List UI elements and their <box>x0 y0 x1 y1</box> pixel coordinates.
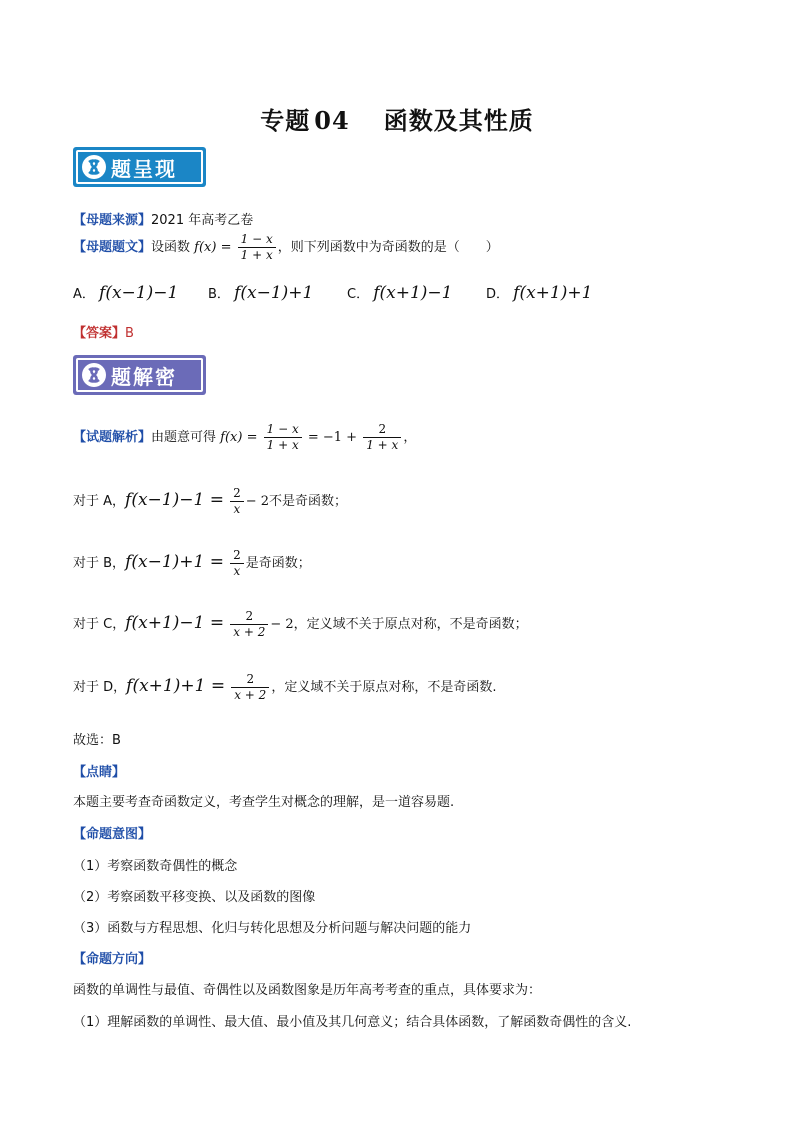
question-line <box>73 232 499 263</box>
direction-label: 【命题方向】 <box>73 952 152 967</box>
case-d: 对于 D，f(x+1)+1 = $\frac{2}{x + 2}$ ，定义域不关于原点对称，不是奇函数. <box>73 672 497 702</box>
knot-icon <box>81 154 107 180</box>
answer-line <box>73 322 134 341</box>
case-a: 对于 A，f(x−1)−1 = $\frac{2}{x}$ − 2不是奇函数； <box>73 486 348 516</box>
question-fraction: $\frac{1 - x}{1 + x}$ <box>238 232 276 263</box>
direction-text: 函数的单调性与最值、奇偶性以及函数图象是历年高考考查的重点，具体要求为： <box>73 983 542 998</box>
analysis-label: 【试题解析】 <box>73 430 152 445</box>
choice-line: 故选：B <box>73 733 121 748</box>
option-d: D． f(x+1)+1 <box>486 283 593 303</box>
page-title <box>0 101 794 136</box>
source-line <box>73 209 253 228</box>
banner-solution-label: 题解密 <box>111 365 177 389</box>
banner-present-label: 题呈现 <box>111 157 177 181</box>
question-after: ，则下列函数中为奇函数的是（ ） <box>277 240 499 255</box>
analysis-fraction-2: $\frac{2}{1 + x}$ <box>363 422 401 453</box>
answer-label: 【答案】 <box>73 326 126 341</box>
intent-item-3: （3）函数与方程思想、化归与转化思想及分析问题与解决问题的能力 <box>73 921 472 936</box>
analysis-lhs: f(x) = <box>220 430 258 445</box>
analysis-fraction-1: $\frac{1 - x}{1 + x}$ <box>264 422 302 453</box>
title-number: 04 <box>314 106 350 135</box>
banner-solution <box>73 355 206 395</box>
direction-item-1: （1）理解函数的单调性、最大值、最小值及其几何意义；结合具体函数，了解函数奇偶性的含义. <box>73 1015 632 1030</box>
analysis-line: 【试题解析】由题意可得 f(x) = $\frac{1 - x}{1 + x}$ = −1 + $\frac{2}{1 + x}$ ， <box>73 422 417 452</box>
analysis-intro: 由题意可得 <box>151 430 217 445</box>
knot-icon <box>81 362 107 388</box>
option-b: B． f(x−1)+1 <box>208 283 314 303</box>
source-label: 【母题来源】 <box>73 213 152 228</box>
question-label: 【母题题文】 <box>73 240 152 255</box>
comment-text: 本题主要考查奇函数定义，考查学生对概念的理解，是一道容易题. <box>73 795 455 810</box>
answer-value: B <box>125 326 134 341</box>
option-c: C． f(x+1)−1 <box>347 283 453 303</box>
title-main: 函数及其性质 <box>383 106 534 135</box>
source-text: 2021 年高考乙卷 <box>151 213 254 228</box>
intent-item-1: （1）考察函数奇偶性的概念 <box>73 859 238 874</box>
title-prefix: 专题 <box>260 106 311 135</box>
banner-present <box>73 147 206 187</box>
intent-item-2: （2）考察函数平移变换、以及函数的图像 <box>73 890 316 905</box>
intent-label: 【命题意图】 <box>73 827 152 842</box>
option-a: A． f(x−1)−1 <box>73 283 179 303</box>
case-b: 对于 B，f(x−1)+1 = $\frac{2}{x}$ 是奇函数； <box>73 548 311 578</box>
question-before: 设函数 <box>151 240 191 255</box>
question-func: f(x) = <box>194 240 232 255</box>
case-c: 对于 C，f(x+1)−1 = $\frac{2}{x + 2}$ − 2，定义域不关于原点对称，不是奇函数； <box>73 609 528 639</box>
comment-label: 【点睛】 <box>73 765 126 780</box>
analysis-mid: = −1 + <box>307 430 358 445</box>
